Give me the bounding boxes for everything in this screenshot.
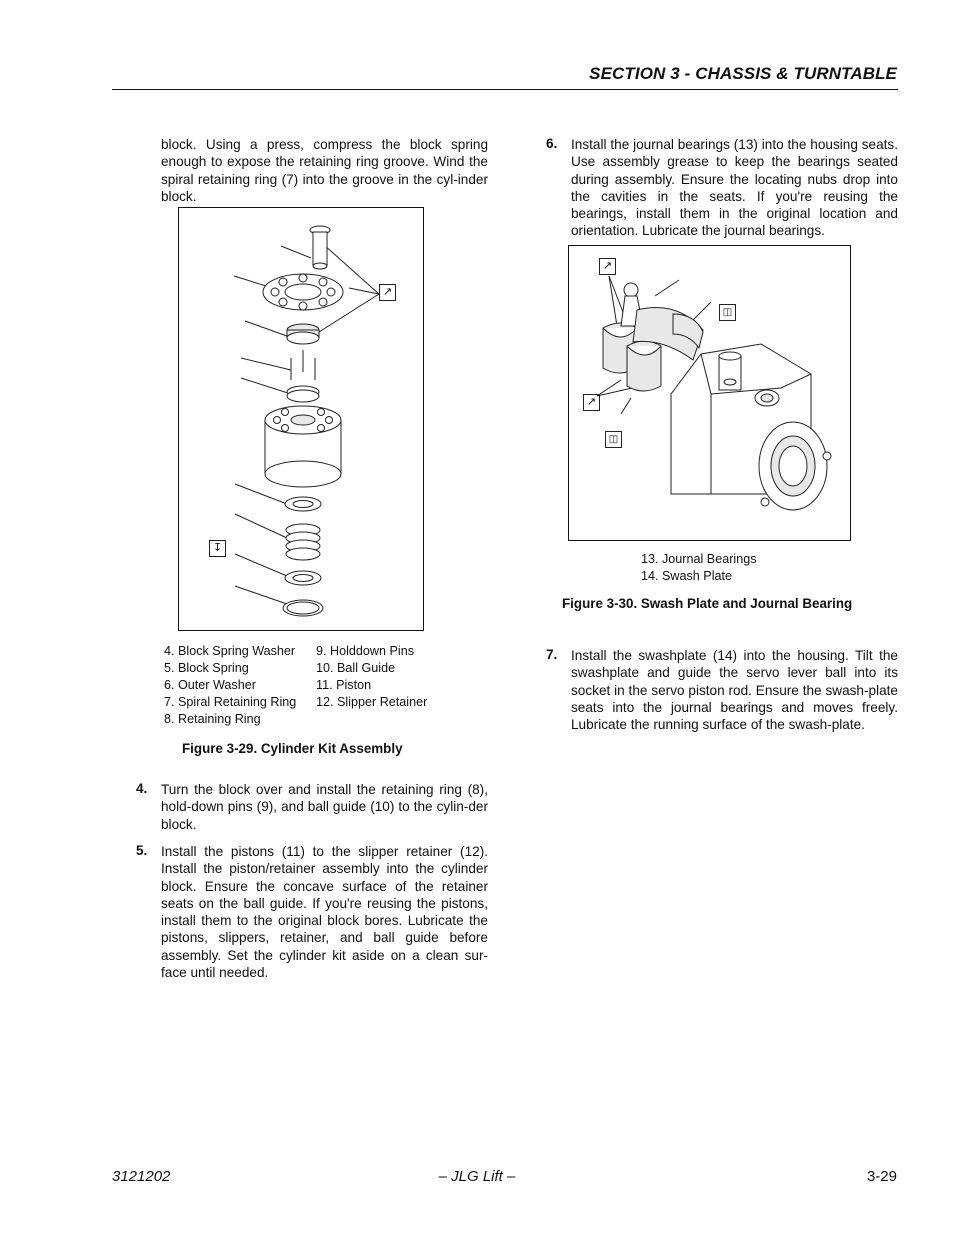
lubricate-icon: ↗ bbox=[379, 284, 396, 301]
doc-number: 3121202 bbox=[112, 1168, 171, 1185]
step-number: 7. bbox=[546, 647, 558, 662]
section-title: SECTION 3 - CHASSIS & TURNTABLE bbox=[589, 64, 897, 83]
step-4-text: Turn the block over and install the retaining ring (8), hold-down pins (9), and ball guide (10) to the cylin-der block. bbox=[161, 782, 488, 832]
step-number: 4. bbox=[136, 781, 148, 796]
lubricate-icon: ↗ bbox=[583, 394, 600, 411]
legend-item: 8. Retaining Ring bbox=[164, 712, 261, 726]
figure-cylinder-kit bbox=[178, 207, 424, 631]
figure-30-caption: Figure 3-30. Swash Plate and Journal Bearing bbox=[562, 596, 853, 611]
step-6-text: Install the journal bearings (13) into the housing seats. Use assembly grease to keep the bearings seated during assembly. Ensure the locating nubs drop into the cavities in the seats. If you're reusing the bearings, install them in the original location and orientation. Lubricate the journal bearings. bbox=[571, 137, 898, 239]
step-number: 6. bbox=[546, 136, 558, 151]
press-icon: ↧ bbox=[209, 540, 226, 557]
legend-item: 11. Piston bbox=[316, 678, 372, 692]
legend-item: 7. Spiral Retaining Ring bbox=[164, 695, 297, 709]
legend-item: 9. Holddown Pins bbox=[316, 644, 415, 658]
figure-29-legend-col2 bbox=[316, 643, 436, 711]
page-number: 3-29 bbox=[866, 1168, 897, 1185]
step-7-text: Install the swashplate (14) into the housing. Tilt the swashplate and guide the servo lever ball into its socket in the servo piston rod. Ensure the swash-plate seats into the journal bearings and moves freely. Lubricate the running surface of the swash-plate. bbox=[571, 648, 898, 733]
step-5-text: Install the pistons (11) to the slipper retainer (12). Install the piston/retainer assembly into the cylinder block. Ensure the concave surface of the retainer seats on the ball guide. If you're reusing the pistons, install them to the original block bores. Lubricate the pistons, slippers, retainer, and ball guide before assembly. Set the cylinder kit aside on a clean sur-face until needed. bbox=[161, 844, 488, 981]
legend-item: 4. Block Spring Washer bbox=[164, 644, 296, 658]
legend-item: 5. Block Spring bbox=[164, 661, 249, 675]
legend-item: 14. Swash Plate bbox=[641, 569, 733, 583]
cylinder-kit-drawing bbox=[179, 208, 423, 630]
step-number: 5. bbox=[136, 843, 148, 858]
figure-30-legend bbox=[641, 551, 801, 585]
figure-swash-plate bbox=[568, 245, 851, 541]
assembly-icon: ◫ bbox=[719, 304, 736, 321]
intro-paragraph: block. Using a press, compress the block spring enough to expose the retaining ring groove. Wind the spiral retaining ring (7) into the groove in the cyl-inder block. bbox=[161, 137, 488, 204]
assembly-icon: ◫ bbox=[605, 431, 622, 448]
legend-item: 12. Slipper Retainer bbox=[316, 695, 428, 709]
swash-plate-drawing bbox=[569, 246, 850, 540]
figure-29-caption: Figure 3-29. Cylinder Kit Assembly bbox=[182, 741, 403, 756]
footer-brand: – JLG Lift – bbox=[438, 1168, 516, 1185]
legend-item: 10. Ball Guide bbox=[316, 661, 396, 675]
legend-item: 6. Outer Washer bbox=[164, 678, 256, 692]
figure-29-legend-col1 bbox=[164, 643, 304, 728]
lubricate-icon: ↗ bbox=[599, 258, 616, 275]
legend-item: 13. Journal Bearings bbox=[641, 552, 757, 566]
header-divider bbox=[112, 89, 898, 90]
